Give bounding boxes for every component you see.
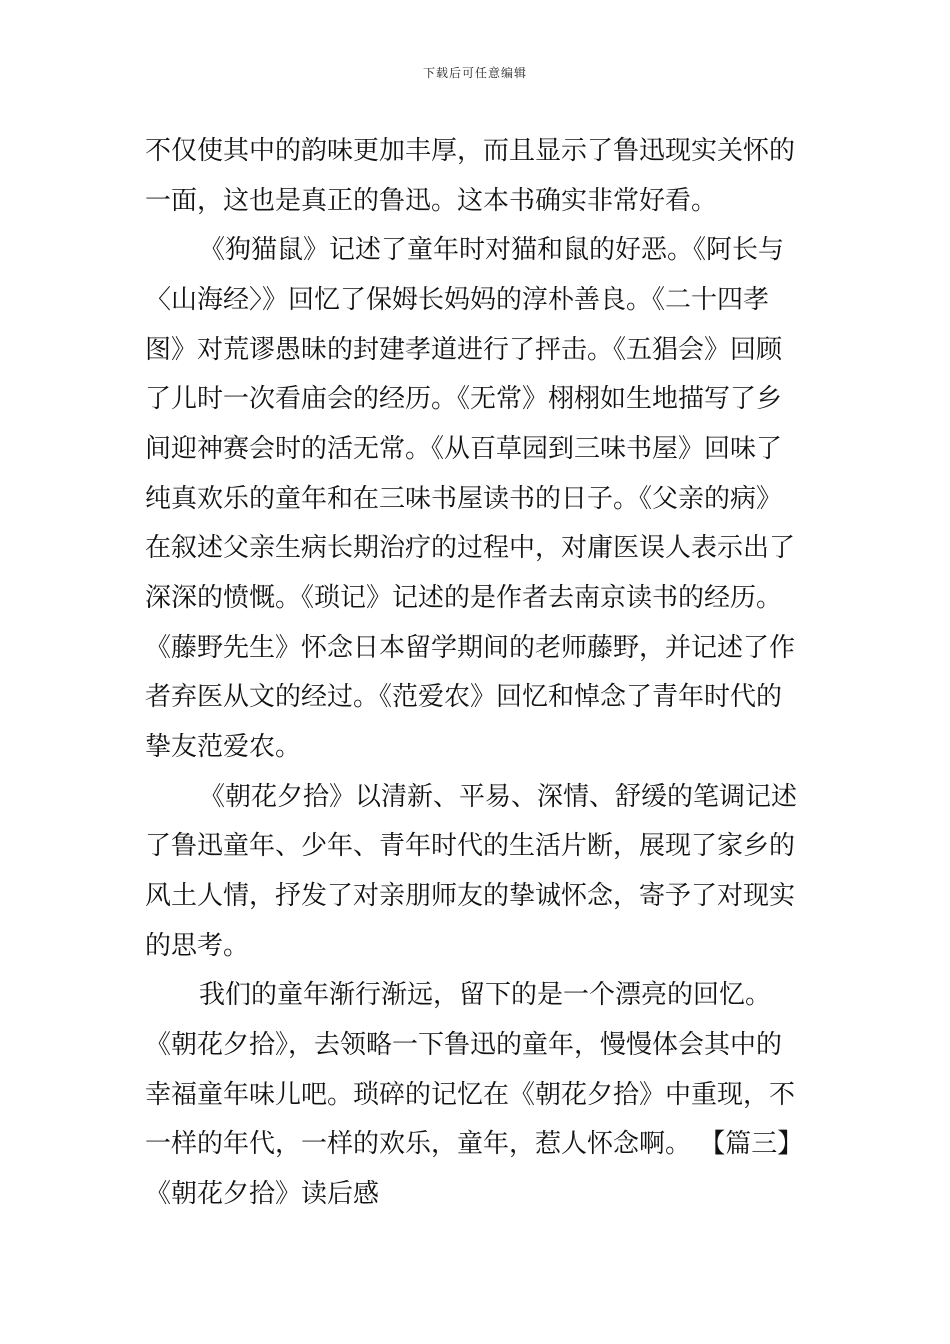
text-line: 一样的年代，一样的欢乐，童年，惹人怀念啊。 【篇三】 (145, 1129, 804, 1159)
text-line: 一面，这也是真正的鲁迅。这本书确实非常好看。 (145, 186, 718, 216)
text-line: 《朝花夕拾》，去领略一下鲁迅的童年，慢慢体会其中的 (145, 1030, 783, 1060)
paragraph-first-line: 我们的童年渐行渐远，留下的是一个漂亮的回忆。 (199, 980, 772, 1010)
text-line: 在叙述父亲生病长期治疗的过程中，对庸医误人表示出了 (145, 533, 796, 563)
text-line: 图》对荒谬愚昧的封建孝道进行了抨击。《五猖会》回顾 (145, 335, 783, 365)
page-header: 下载后可任意编辑 (422, 66, 527, 80)
text-line: 纯真欢乐的童年和在三味书屋读书的日子。《父亲的病》 (145, 484, 783, 514)
text-line: 风土人情，抒发了对亲朋师友的挚诚怀念，寄予了对现实 (145, 881, 796, 911)
text-line: 挚友范爱农。 (145, 732, 302, 762)
text-line: 深深的愤慨。《琐记》记述的是作者去南京读书的经历。 (145, 583, 783, 613)
text-line: 的思考。 (145, 931, 250, 961)
text-line: 幸福童年味儿吧。琐碎的记忆在《朝花夕拾》中重现，不 (145, 1080, 796, 1110)
text-line: 间迎神赛会时的活无常。《从百草园到三味书屋》回味了 (145, 434, 783, 464)
text-line: 者弃医从文的经过。《范爱农》回忆和悼念了青年时代的 (145, 682, 783, 712)
text-line: 了鲁迅童年、少年、青年时代的生活片断，展现了家乡的 (145, 831, 796, 861)
text-line: 不仅使其中的韵味更加丰厚，而且显示了鲁迅现实关怀的 (145, 136, 796, 166)
text-line: 《藤野先生》怀念日本留学期间的老师藤野，并记述了作 (145, 633, 796, 663)
paragraph-first-line: 《狗猫鼠》记述了童年时对猫和鼠的好恶。《阿长与 (199, 235, 785, 265)
text-line: 〈山海经〉》回忆了保姆长妈妈的淳朴善良。《二十四孝 (145, 285, 770, 315)
text-line: 了儿时一次看庙会的经历。《无常》栩栩如生地描写了乡 (145, 384, 783, 414)
paragraph-first-line: 《朝花夕拾》以清新、平易、深情、舒缓的笔调记述 (199, 782, 798, 812)
text-line: 《朝花夕拾》读后感 (145, 1179, 380, 1209)
